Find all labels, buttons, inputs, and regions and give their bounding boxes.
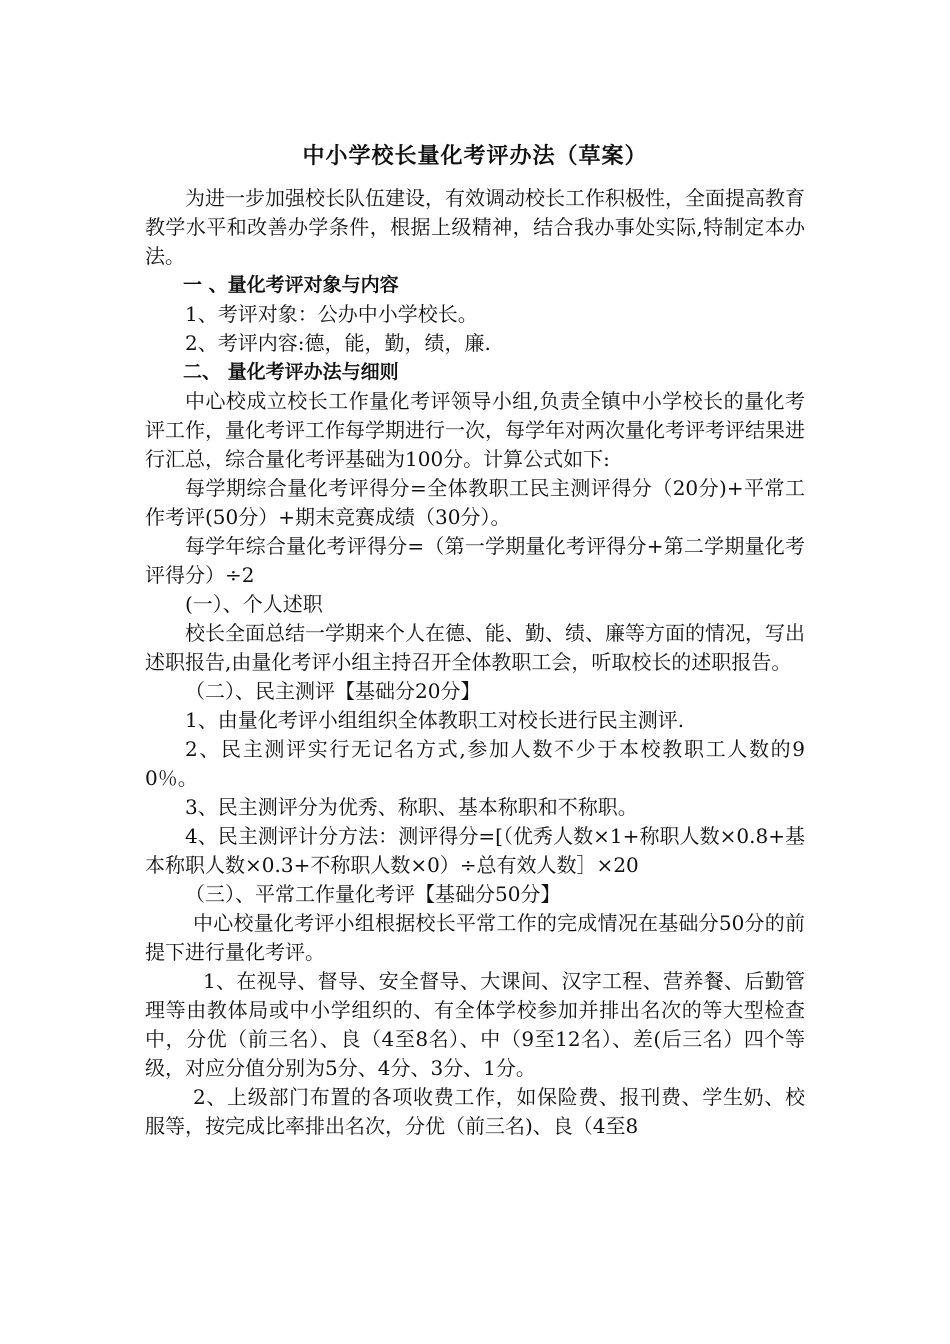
paragraph-intro: 为进一步加强校长队伍建设，有效调动校长工作积极性，全面提高教育教学水平和改善办学条件，根据上级精神，结合我办事处实际,特制定本办法。	[145, 186, 805, 268]
paragraph: 校长全面总结一学期来个人在德、能、勤、绩、廉等方面的情况，写出述职报告,由量化考评小组主持召开全体教职工会，听取校长的述职报告。	[145, 621, 805, 674]
paragraph: 每学年综合量化考评得分=（第一学期量化考评得分+第二学期量化考评得分）÷2	[145, 534, 805, 587]
paragraph: 1、在视导、督导、安全督导、大课间、汉字工程、营养餐、后勤管理等由教体局或中小学组织的、有全体学校参加并排出名次的等大型检查中，分优（前三名）、良（4至8名）、中（9至12名）、差(后三名）四个等级，对应分值分别为5分、4分、3分、1分。	[145, 969, 805, 1080]
paragraph: 2、民主测评实行无记名方式,参加人数不少于本校教职工人数的90％。	[145, 737, 805, 790]
paragraph: 1、考评对象：公办中小学校长。	[185, 302, 478, 326]
paragraph: 中心校成立校长工作量化考评领导小组,负责全镇中小学校长的量化考评工作，量化考评工作每学期进行一次，每学年对两次量化考评考评结果进行汇总，综合量化考评基础为100分。计算公式如下:	[145, 389, 805, 471]
document-title: 中小学校长量化考评办法（草案）	[302, 144, 648, 169]
paragraph: 每学期综合量化考评得分=全体教职工民主测评得分（20分)+平常工作考评(50分）+期末竞赛成绩（30分）。	[145, 476, 805, 529]
paragraph: 3、民主测评分为优秀、称职、基本称职和不称职。	[185, 795, 638, 819]
subsection-heading: （二）、民主测评【基础分20分】	[185, 679, 481, 703]
subsection-heading: （三）、平常工作量化考评【基础分50分】	[185, 882, 561, 906]
document-body	[145, 140, 805, 1141]
paragraph: 1、由量化考评小组组织全体教职工对校长进行民主测评.	[185, 708, 685, 732]
subsection-heading: (一）、个人述职	[185, 592, 323, 616]
section-heading-2: 二、 量化考评办法与细则	[183, 361, 399, 383]
section-heading-1: 一 、量化考评对象与内容	[183, 274, 399, 296]
paragraph: 2、上级部门布置的各项收费工作，如保险费、报刊费、学生奶、校服等，按完成比率排出名次，分优（前三名)、良（4至8	[145, 1085, 805, 1138]
paragraph: 中心校量化考评小组根据校长平常工作的完成情况在基础分50分的前提下进行量化考评。	[145, 911, 805, 964]
paragraph: 2、考评内容:德，能，勤，绩，廉.	[185, 331, 491, 355]
paragraph: 4、民主测评计分方法：测评得分=[（优秀人数×1+称职人数×0.8+基本称职人数×0.3+不称职人数×0）÷总有效人数］×20	[145, 824, 805, 877]
